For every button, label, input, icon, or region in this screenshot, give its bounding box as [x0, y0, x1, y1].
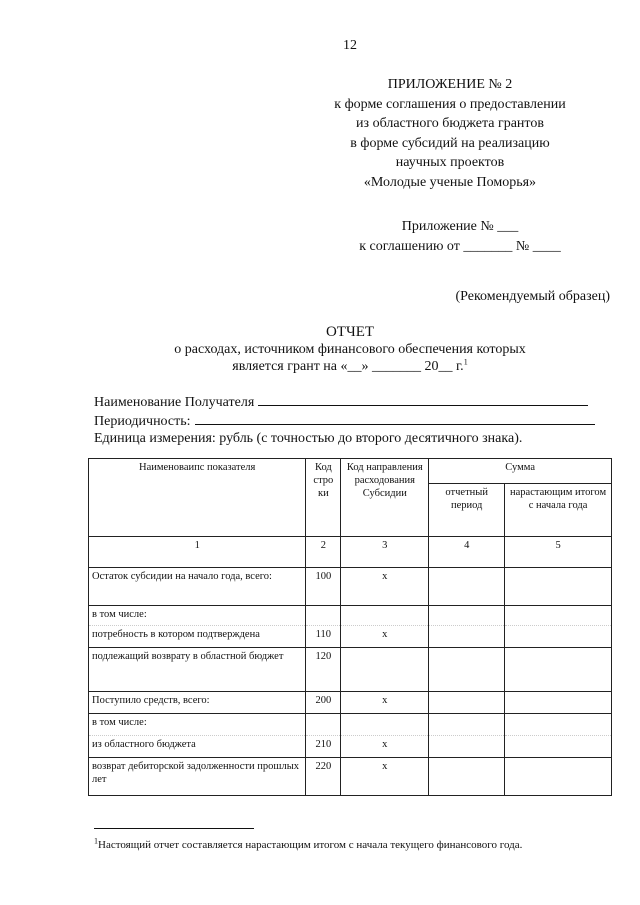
- row-reporting-value[interactable]: [429, 626, 505, 648]
- row-name: в том числе:: [89, 606, 306, 626]
- table-row: [89, 568, 612, 606]
- row-name: Остаток субсидии на начало года, всего:: [89, 568, 306, 606]
- table-row: [89, 758, 612, 796]
- row-direction: [341, 648, 429, 692]
- row-code: 210: [306, 736, 341, 758]
- periodicity-field: [94, 412, 595, 430]
- header-reporting-period: отчетный период: [429, 484, 505, 537]
- footnote-text: Настоящий отчет составляется нарастающим итогом с начала текущего финансового года.: [98, 839, 523, 851]
- report-subtitle-line2: является грант на «__» _______ 20__ г.: [232, 359, 464, 374]
- row-direction: x: [341, 568, 429, 606]
- unit-of-measure: Единица измерения: рубль (с точностью до второго десятичного знака).: [94, 431, 523, 446]
- agreement-reference: [330, 217, 590, 257]
- row-reporting-value[interactable]: [429, 736, 505, 758]
- row-cumulative-value[interactable]: [505, 568, 612, 606]
- row-cumulative-value[interactable]: [505, 758, 612, 796]
- sample-note: (Рекомендуемый образец): [455, 289, 610, 304]
- table-row: [89, 692, 612, 714]
- annex-line: «Молодые ученые Поморья»: [363, 174, 537, 190]
- row-code: 110: [306, 626, 341, 648]
- header-cumulative: нарастающим итогом с начала года: [505, 484, 612, 537]
- row-cumulative-value[interactable]: [505, 736, 612, 758]
- footnote-ref: 1: [463, 357, 468, 367]
- col-number: 3: [341, 537, 429, 568]
- annex-line: научных проектов: [395, 155, 505, 170]
- row-direction: x: [341, 626, 429, 648]
- row-name-continued: из областного бюджета: [89, 736, 306, 758]
- row-code: 120: [306, 648, 341, 692]
- row-reporting-value[interactable]: [429, 758, 505, 796]
- periodicity-input-line[interactable]: [195, 412, 595, 425]
- row-code: 100: [306, 568, 341, 606]
- row-name: возврат дебиторской задолженности прошлых лет: [89, 758, 306, 796]
- recipient-label: Наименование Получателя: [94, 395, 255, 410]
- header-indicator: Наименоваипс показателя: [89, 459, 306, 537]
- row-direction: x: [341, 692, 429, 714]
- table-row: [89, 648, 612, 692]
- table-row: [89, 626, 612, 648]
- row-cumulative-value[interactable]: [505, 648, 612, 692]
- annex-line: ПРИЛОЖЕНИЕ № 2: [387, 77, 513, 92]
- footnote-divider: [94, 828, 254, 829]
- column-numbers-row: [89, 537, 612, 568]
- row-direction: x: [341, 758, 429, 796]
- annex-line: из областного бюджета грантов: [356, 116, 544, 131]
- col-number: 2: [306, 537, 341, 568]
- recipient-input-line[interactable]: [258, 393, 588, 406]
- periodicity-label: Периодичность:: [94, 414, 191, 429]
- row-name: подлежащий возврату в областной бюджет: [89, 648, 306, 692]
- page-number: 12: [343, 38, 357, 53]
- row-reporting-value[interactable]: [429, 568, 505, 606]
- report-subtitle-line1: о расходах, источником финансового обеспечения которых: [174, 342, 526, 357]
- recipient-field: [94, 393, 588, 411]
- row-cumulative-value[interactable]: [505, 692, 612, 714]
- row-reporting-value[interactable]: [429, 692, 505, 714]
- header-direction-code: Код направления расходования Субсидии: [341, 459, 429, 537]
- row-reporting-value[interactable]: [429, 648, 505, 692]
- annex-line: к форме соглашения о предоставлении: [334, 96, 566, 112]
- agreement-ref-line1: Приложение № ___: [401, 219, 519, 234]
- row-name-continued: потребность в котором подтверждена: [89, 626, 306, 648]
- row-code: 200: [306, 692, 341, 714]
- row-cumulative-value[interactable]: [505, 626, 612, 648]
- header-line-code: Код стро ки: [306, 459, 341, 537]
- col-number: 5: [505, 537, 612, 568]
- footnote: [94, 838, 614, 853]
- report-table: [88, 458, 612, 796]
- table-row: [89, 714, 612, 736]
- table-row: [89, 736, 612, 758]
- header-amount: Сумма: [429, 459, 612, 484]
- row-name: в том числе:: [89, 714, 306, 736]
- agreement-ref-line2: к соглашению от _______ № ____: [359, 239, 561, 254]
- row-direction: x: [341, 736, 429, 758]
- report-subtitle: [90, 341, 610, 375]
- annex-header: [300, 75, 600, 192]
- footnote-mark: 1: [94, 836, 98, 846]
- report-title: ОТЧЕТ: [325, 324, 375, 340]
- table-row: [89, 606, 612, 626]
- row-name: Поступило средств, всего:: [89, 692, 306, 714]
- col-number: 4: [429, 537, 505, 568]
- annex-line: в форме субсидий на реализацию: [350, 135, 550, 151]
- col-number: 1: [89, 537, 306, 568]
- row-code: 220: [306, 758, 341, 796]
